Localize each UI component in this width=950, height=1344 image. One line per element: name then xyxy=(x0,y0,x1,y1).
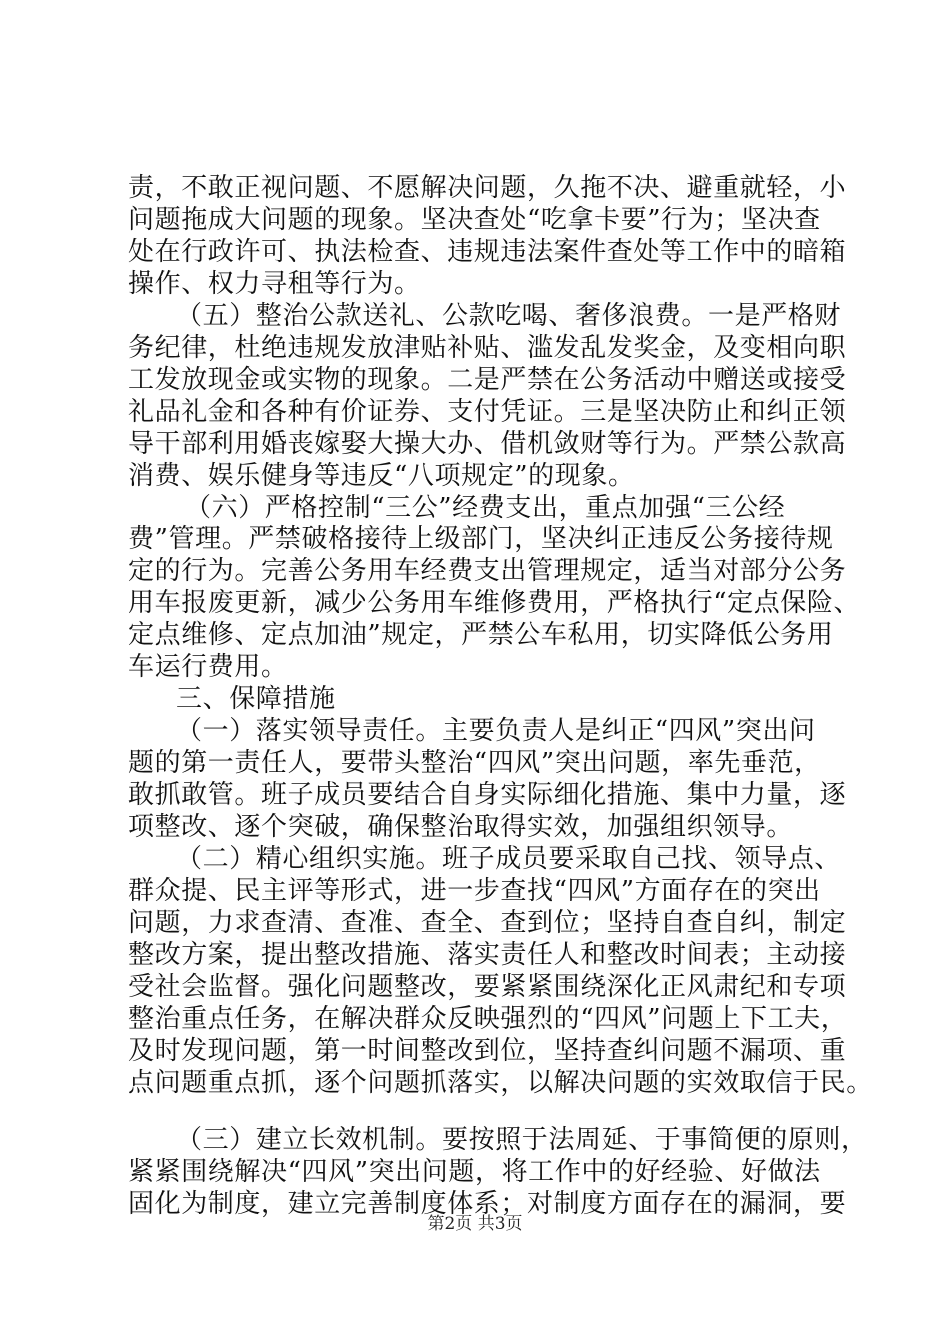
text-line: 导干部利用婚丧嫁娶大操大办、借机敛财等行为。严禁公款高 xyxy=(128,429,847,459)
text-line: 点问题重点抓，逐个问题抓落实，以解决问题的实效取信于民。 xyxy=(128,1068,873,1098)
text-line: 操作、权力寻租等行为。 xyxy=(128,269,421,299)
text-line: 项整改、逐个突破，确保整治取得实效，加强组织领导。 xyxy=(128,812,794,842)
text-line: （六）严格控制“三公”经费支出，重点加强“三公经 xyxy=(185,493,786,523)
text-line: （一）落实领导责任。主要负责人是纠正“四风”突出问 xyxy=(176,716,816,746)
text-line: 问题，力求查清、查准、查全、查到位；坚持自查自纠，制定 xyxy=(128,908,847,938)
text-line: 群众提、民主评等形式，进一步查找“四风”方面存在的突出 xyxy=(128,876,821,906)
text-line: 费”管理。严禁破格接待上级部门，坚决纠正违反公务接待规 xyxy=(128,524,834,554)
page-footer: 第2页 共3页 xyxy=(427,1214,523,1234)
text-line: 车运行费用。 xyxy=(128,652,288,682)
text-line: 用车报废更新，减少公务用车维修费用，严格执行“定点保险、 xyxy=(128,588,861,618)
text-line: 整治重点任务，在解决群众反映强烈的“四风”问题上下工夫， xyxy=(128,1004,848,1034)
text-line: （二）精心组织实施。班子成员要采取自己找、领导点、 xyxy=(176,844,842,874)
section-heading: 三、保障措施 xyxy=(176,684,336,714)
text-line: 整改方案，提出整改措施、落实责任人和整改时间表；主动接 xyxy=(128,940,847,970)
text-line: 敢抓敢管。班子成员要结合自身实际细化措施、集中力量，逐 xyxy=(128,780,847,810)
text-line: 礼品礼金和各种有价证券、支付凭证。三是坚决防止和纠正领 xyxy=(128,397,847,427)
text-line: 题的第一责任人，要带头整治“四风”突出问题，率先垂范， xyxy=(128,748,821,778)
text-line: 工发放现金或实物的现象。二是严禁在公务活动中赠送或接受 xyxy=(128,365,847,395)
text-line: 及时发现问题，第一时间整改到位，坚持查纠问题不漏项、重 xyxy=(128,1036,847,1066)
text-line: 责，不敢正视问题、不愿解决问题，久拖不决、避重就轻，小 xyxy=(128,173,847,203)
text-line: 定点维修、定点加油”规定，严禁公车私用，切实降低公务用 xyxy=(128,620,834,650)
text-line: 务纪律，杜绝违规发放津贴补贴、滥发乱发奖金，及变相向职 xyxy=(128,333,847,363)
text-line: 紧紧围绕解决“四风”突出问题，将工作中的好经验、好做法 xyxy=(128,1157,821,1187)
text-line: 定的行为。完善公务用车经费支出管理规定，适当对部分公务 xyxy=(128,556,847,586)
text-line: 固化为制度，建立完善制度体系；对制度方面存在的漏洞，要 xyxy=(128,1189,847,1219)
text-line: 消费、娱乐健身等违反“八项规定”的现象。 xyxy=(128,461,635,491)
text-line: 处在行政许可、执法检查、违规违法案件查处等工作中的暗箱 xyxy=(128,237,847,267)
text-line: （五）整治公款送礼、公款吃喝、奢侈浪费。一是严格财 xyxy=(176,301,842,331)
text-line: 问题拖成大问题的现象。坚决查处“吃拿卡要”行为；坚决查 xyxy=(128,205,821,235)
text-line: 受社会监督。强化问题整改，要紧紧围绕深化正风肃纪和专项 xyxy=(128,972,847,1002)
text-line: （三）建立长效机制。要按照于法周延、于事简便的原则， xyxy=(176,1125,868,1155)
